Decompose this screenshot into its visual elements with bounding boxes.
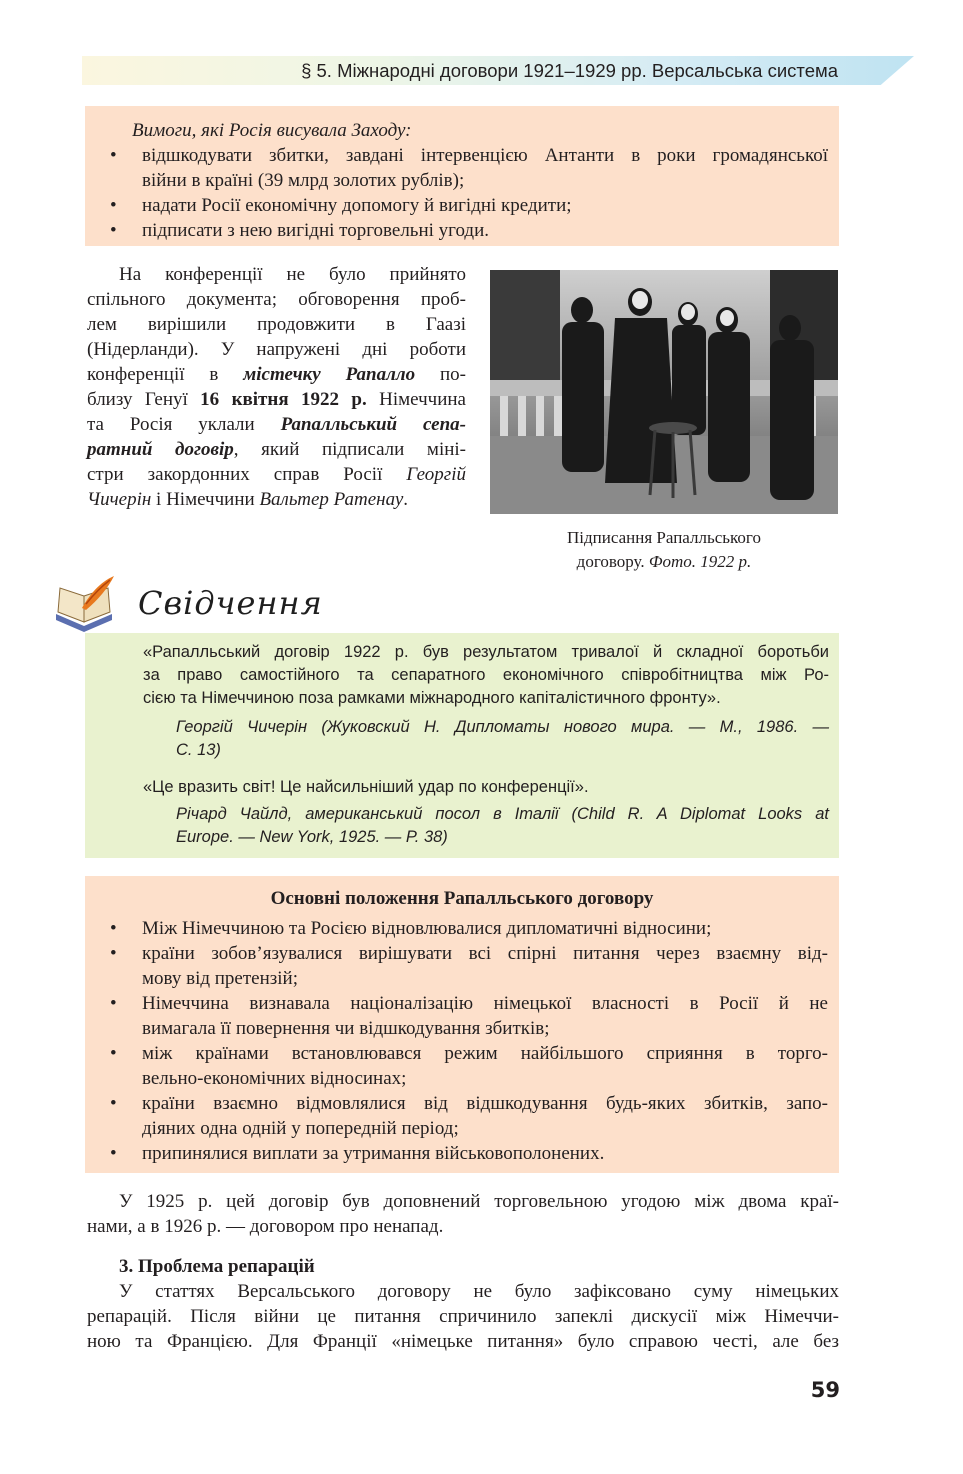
demand-item: • відшкодувати збитки, завдані інтервенцією Антанти в роки громадянської [110,145,828,166]
demand-item-cont: війни в країні (39 млрд золотих рублів); [142,170,465,191]
demand-item: • надати Росії економічну допомогу й вигідні кредити; [110,195,572,216]
section-heading: 3. Проблема репарацій [119,1256,315,1277]
treaty-item: • між країнами встановлювався режим найбільшого сприяння в торго- вельно-економічних відносинах; [110,1043,828,1089]
treaty-item: • Між Німеччиною та Росією відновлювалися дипломатичні відносини; [110,918,712,939]
quote-chicherin: «Рапалльський договір 1922 р. був результатом тривалої й складної боротьби за право самостійного та сепаратного економічного співробітництва між Ро- сією та Німеччиною поза рамками міжнародного капіталістичного фронту». [143,643,829,707]
running-header: § 5. Міжнародні договори 1921–1929 рр. Версальська система [301,60,838,81]
treaty-item: • припинялися виплати за утримання військовополонених. [110,1143,605,1164]
demand-item: • підписати з нею вигідні торговельні угоди. [110,220,490,241]
para-genoa: На конференції не було прийнято спільного документа; обговорення проб- лем вирішили продовжити в Гаазі (Нідерланди). У напружені дні роботи конференції в містечку Рапалло по- близу Генуї 16 квітня 1922 р. Німеччина та Росія уклали Рапалльський сепа- ратний договір, який підписали міні- стри закордонних справ Росії Георгій Чичерін і Німеччини Вальтер Ратенау. [87,264,466,510]
treaty-heading: Основні положення Рапалльського договору [270,888,654,909]
section-text: У статтях Версальського договору не було зафіксовано суму німецьких репарацій. Після війни це питання спричинило запеклі дискусії між Німеччи- ною та Францією. Для Франції «німецьке питання» було справою честі, але без [87,1281,839,1352]
page-number: 59 [810,1378,840,1402]
demands-heading: Вимоги, які Росія висувала Заходу: [132,120,412,141]
treaty-item: • країни зобов’язувалися вирішувати всі спірні питання через взаємну від- мову від претензій; [110,943,828,989]
treaty-item: • Німеччина визнавала націоналізацію німецької власності в Росії й не вимагала її повернення чи відшкодування збитків; [110,993,828,1039]
treaty-item: • країни взаємно відмовлялися від відшкодування будь-яких збитків, запо- діяних одна одній у попередній період; [110,1093,828,1139]
quote-child: «Це вразить світ! Це найсильніший удар по конференції». [143,778,589,796]
photo-caption: Підписання Рапалльського договору. Фото. 1922 р. [567,528,761,571]
photo-rapallo-signing [490,270,838,514]
source-child: Річард Чайлд, американський посол в Італії (Child R. A Diplomat Looks at Europe. — New York, 1925. — P. 38) [176,805,829,846]
testimony-title: Свідчення [138,584,323,622]
book-quill-icon [52,574,120,634]
source-chicherin: Георгій Чичерін (Жуковский Н. Дипломаты нового мира. — М., 1986. — С. 13) [176,718,829,759]
para-1925: У 1925 р. цей договір був доповнений торговельною угодою між двома краї- нами, а в 1926 р. — договором про ненапад. [87,1191,839,1237]
